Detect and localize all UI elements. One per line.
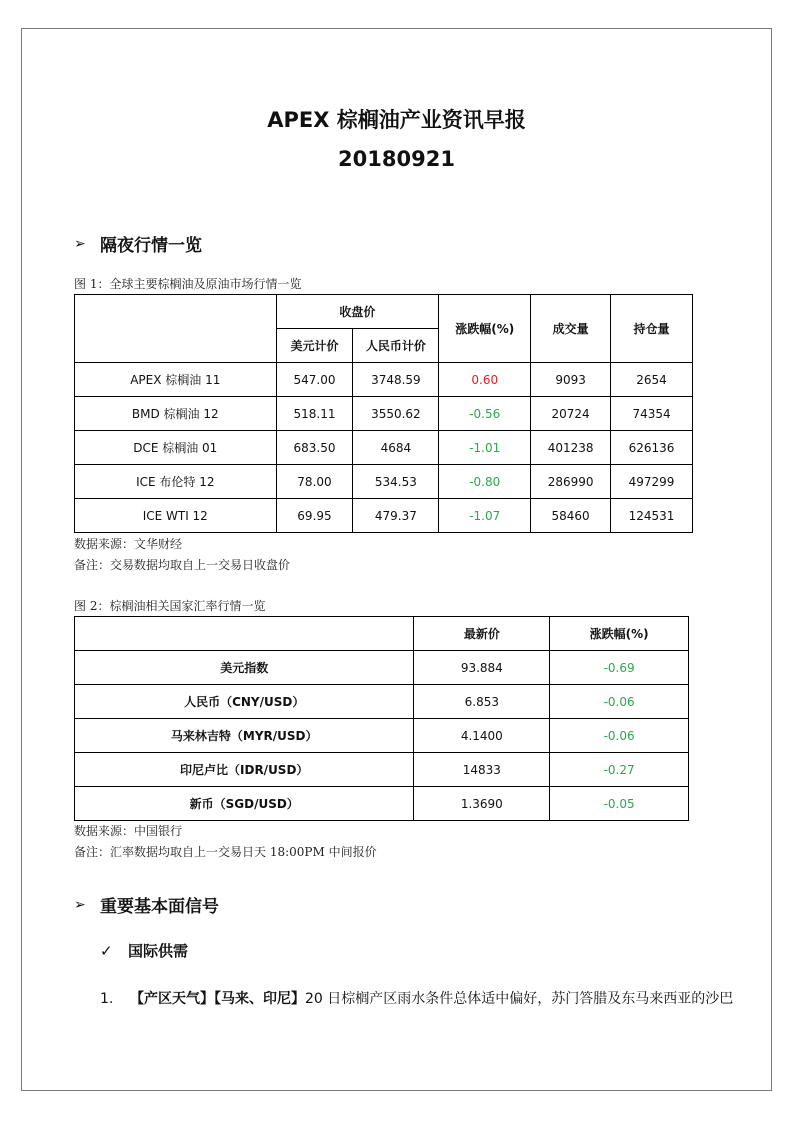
row-name: BMD 棕榈油 12 bbox=[75, 397, 277, 431]
list-number: 1. bbox=[100, 991, 114, 1007]
row-oi: 626136 bbox=[611, 431, 693, 465]
row-rmb: 3748.59 bbox=[353, 363, 439, 397]
arrow-bullet-icon: ➢ bbox=[74, 235, 86, 252]
section-heading-text: 隔夜行情一览 bbox=[100, 236, 202, 256]
header-open-interest: 持仓量 bbox=[611, 295, 693, 363]
table2-corner-cell bbox=[75, 617, 414, 651]
paragraph-text: 20 日棕榈产区雨水条件总体适中偏好，苏门答腊及东马来西亚的沙巴 bbox=[305, 991, 734, 1007]
table2-note: 备注：汇率数据均取自上一交易日天 18:00PM 中间报价 bbox=[74, 845, 377, 859]
row-volume: 20724 bbox=[531, 397, 611, 431]
section-heading-fundamentals bbox=[74, 892, 219, 917]
table-row bbox=[75, 465, 693, 499]
fx-name: 印尼卢比（IDR/USD） bbox=[75, 753, 414, 787]
header-rmb: 人民币计价 bbox=[353, 329, 439, 363]
row-name: APEX 棕榈油 11 bbox=[75, 363, 277, 397]
row-change: 0.60 bbox=[439, 363, 531, 397]
header-close-price: 收盘价 bbox=[276, 295, 439, 329]
table-row bbox=[75, 719, 689, 753]
table-row bbox=[75, 685, 689, 719]
header-latest: 最新价 bbox=[414, 617, 550, 651]
fx-change: -0.06 bbox=[550, 685, 689, 719]
checkmark-icon: ✓ bbox=[100, 941, 113, 960]
report-date: 20180921 bbox=[338, 147, 455, 171]
table1-note: 备注：交易数据均取自上一交易日收盘价 bbox=[74, 558, 291, 572]
market-table bbox=[74, 294, 693, 533]
fx-name: 人民币（CNY/USD） bbox=[75, 685, 414, 719]
fx-latest: 14833 bbox=[414, 753, 550, 787]
row-name: ICE 布伦特 12 bbox=[75, 465, 277, 499]
table-row bbox=[75, 651, 689, 685]
row-change: -1.01 bbox=[439, 431, 531, 465]
fx-table bbox=[74, 616, 689, 821]
table1-corner-cell bbox=[75, 295, 277, 363]
row-rmb: 479.37 bbox=[353, 499, 439, 533]
tag-region-weather: 【产区天气】 bbox=[130, 991, 214, 1007]
section-heading-overnight bbox=[74, 231, 202, 256]
row-oi: 497299 bbox=[611, 465, 693, 499]
tag-countries: 【马来、印尼】 bbox=[214, 991, 305, 1007]
row-usd: 683.50 bbox=[276, 431, 353, 465]
table-row bbox=[75, 363, 693, 397]
row-volume: 9093 bbox=[531, 363, 611, 397]
row-volume: 58460 bbox=[531, 499, 611, 533]
row-usd: 69.95 bbox=[276, 499, 353, 533]
paragraph-item bbox=[100, 988, 760, 1008]
row-usd: 547.00 bbox=[276, 363, 353, 397]
row-oi: 124531 bbox=[611, 499, 693, 533]
row-oi: 74354 bbox=[611, 397, 693, 431]
row-volume: 401238 bbox=[531, 431, 611, 465]
header-volume: 成交量 bbox=[531, 295, 611, 363]
subsection-heading-text: 国际供需 bbox=[128, 942, 189, 960]
row-oi: 2654 bbox=[611, 363, 693, 397]
subsection-heading bbox=[100, 940, 188, 961]
table-row bbox=[75, 787, 689, 821]
fx-latest: 1.3690 bbox=[414, 787, 550, 821]
table2-source: 数据来源：中国银行 bbox=[74, 824, 183, 838]
fx-latest: 93.884 bbox=[414, 651, 550, 685]
row-change: -0.80 bbox=[439, 465, 531, 499]
fx-change: -0.27 bbox=[550, 753, 689, 787]
arrow-bullet-icon: ➢ bbox=[74, 896, 86, 913]
row-rmb: 4684 bbox=[353, 431, 439, 465]
table-row bbox=[75, 431, 693, 465]
section-heading-text: 重要基本面信号 bbox=[100, 897, 219, 917]
row-change: -1.07 bbox=[439, 499, 531, 533]
fx-name: 新币（SGD/USD） bbox=[75, 787, 414, 821]
fx-name: 美元指数 bbox=[75, 651, 414, 685]
table-row bbox=[75, 753, 689, 787]
table-row bbox=[75, 397, 693, 431]
report-title: APEX 棕榈油产业资讯早报 bbox=[267, 108, 526, 132]
row-rmb: 534.53 bbox=[353, 465, 439, 499]
fx-change: -0.06 bbox=[550, 719, 689, 753]
row-usd: 518.11 bbox=[276, 397, 353, 431]
fx-latest: 4.1400 bbox=[414, 719, 550, 753]
table1-source: 数据来源：文华财经 bbox=[74, 537, 183, 551]
table2-caption: 图 2：棕榈油相关国家汇率行情一览 bbox=[74, 599, 266, 613]
fx-change: -0.05 bbox=[550, 787, 689, 821]
row-rmb: 3550.62 bbox=[353, 397, 439, 431]
row-name: DCE 棕榈油 01 bbox=[75, 431, 277, 465]
header-usd: 美元计价 bbox=[276, 329, 353, 363]
row-name: ICE WTI 12 bbox=[75, 499, 277, 533]
header-change: 涨跌幅(%) bbox=[439, 295, 531, 363]
fx-name: 马来林吉特（MYR/USD） bbox=[75, 719, 414, 753]
row-usd: 78.00 bbox=[276, 465, 353, 499]
fx-latest: 6.853 bbox=[414, 685, 550, 719]
row-change: -0.56 bbox=[439, 397, 531, 431]
fx-change: -0.69 bbox=[550, 651, 689, 685]
header-fx-change: 涨跌幅(%) bbox=[550, 617, 689, 651]
table1-caption: 图 1：全球主要棕榈油及原油市场行情一览 bbox=[74, 277, 302, 291]
table-row bbox=[75, 499, 693, 533]
row-volume: 286990 bbox=[531, 465, 611, 499]
